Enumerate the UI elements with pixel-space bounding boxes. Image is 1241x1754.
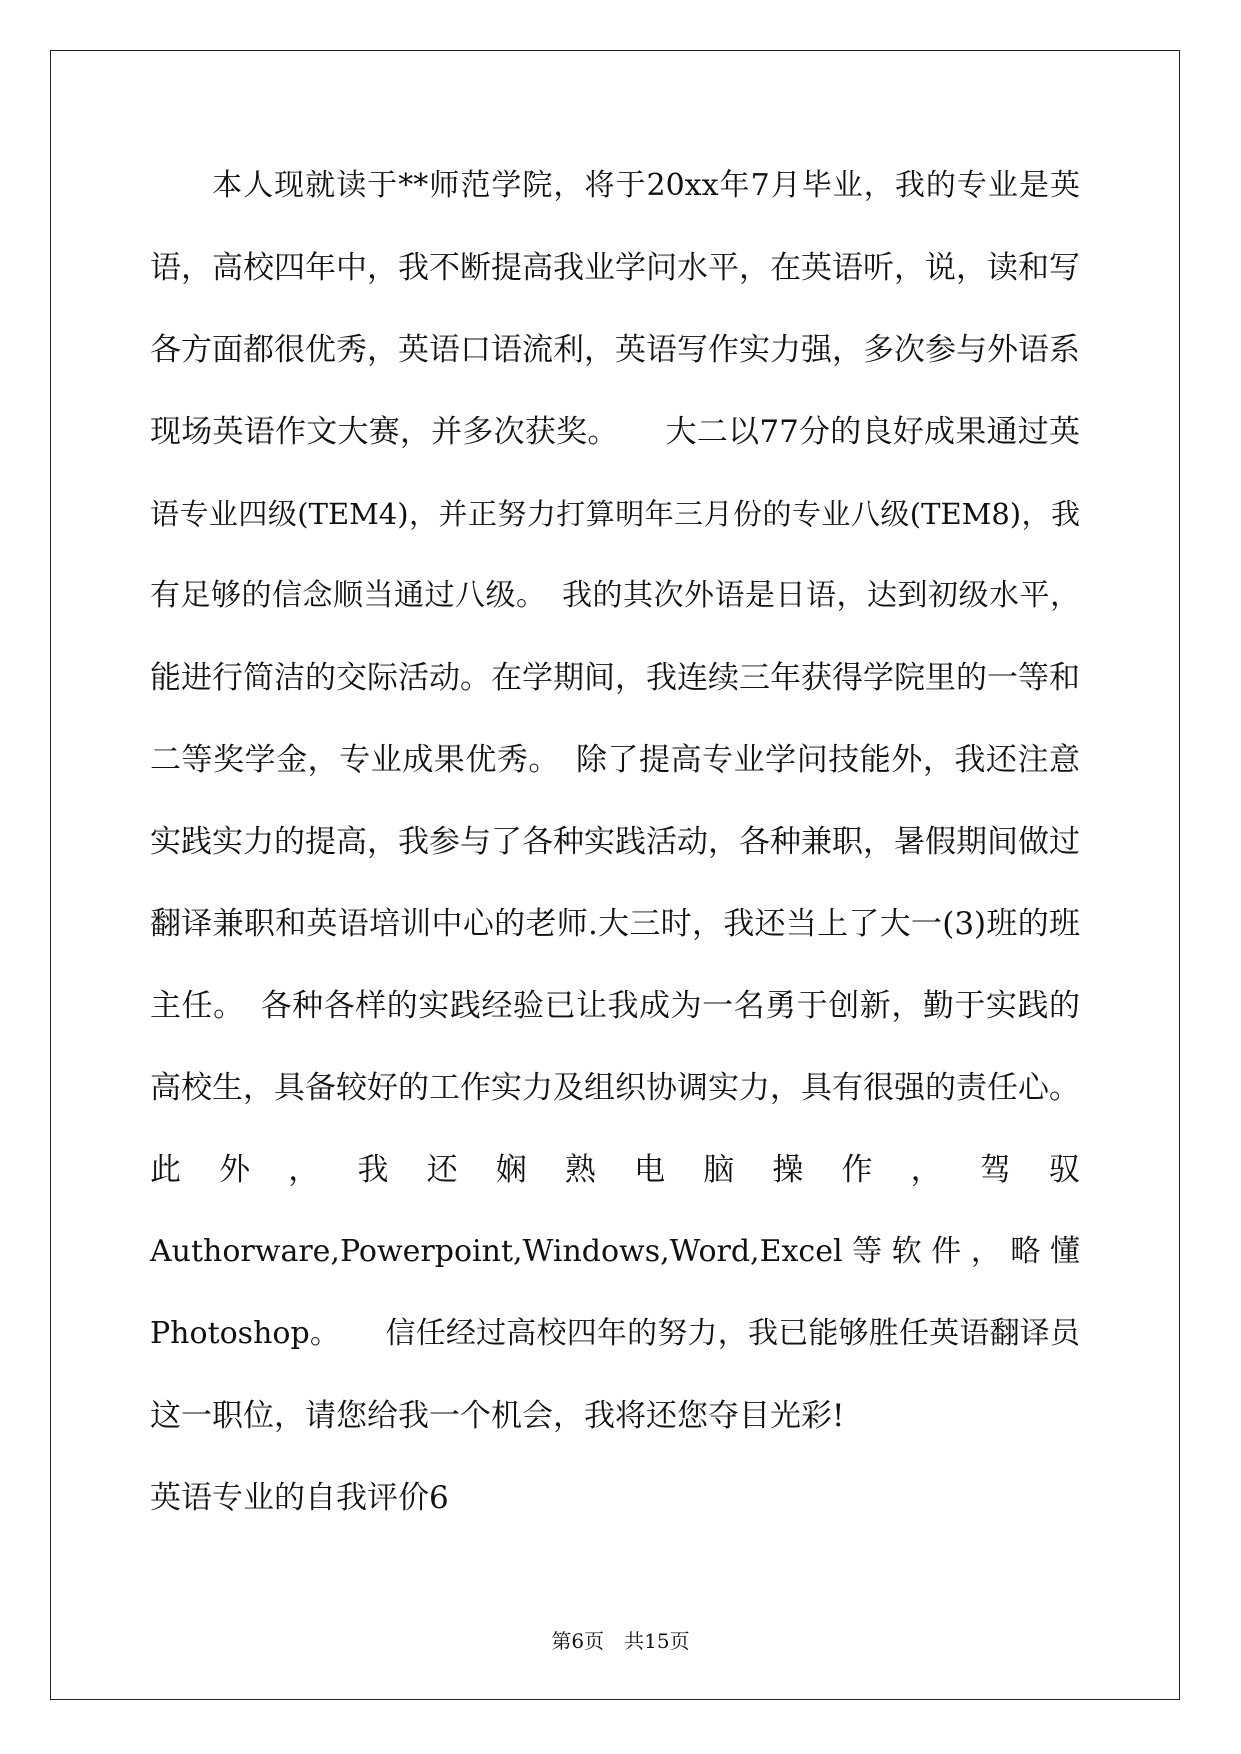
paragraph-line: 现场英语作文大赛，并多次获奖。 大二以77分的良好成果通过英 — [150, 414, 1080, 450]
document-body — [150, 158, 1080, 1552]
paragraph-line: 实践实力的提高，我参与了各种实践活动，各种兼职，暑假期间做过 — [150, 824, 1080, 860]
paragraph-line: 语，高校四年中，我不断提高我业学问水平，在英语听，说，读和写 — [150, 250, 1080, 286]
paragraph-line: 有足够的信念顺当通过八级。 我的其次外语是日语，达到初级水平， — [150, 578, 1080, 613]
paragraph-line: 翻译兼职和英语培训中心的老师.大三时，我还当上了大一(3)班的班 — [150, 906, 1080, 942]
paragraph-line: 这一职位，请您给我一个机会，我将还您夺目光彩! — [150, 1398, 845, 1434]
paragraph-line: 各方面都很优秀，英语口语流利，英语写作实力强，多次参与外语系 — [150, 332, 1080, 368]
paragraph-line: Authorware,Powerpoint,Windows,Word,Excel 等 软 件 ， 略 懂 — [150, 1234, 1080, 1269]
paragraph-line: 语专业四级(TEM4)，并正努力打算明年三月份的专业八级(TEM8)，我 — [150, 497, 1080, 531]
paragraph-line: 能进行简洁的交际活动。在学期间，我连续三年获得学院里的一等和 — [150, 660, 1080, 696]
paragraph-line: Photoshop。 信任经过高校四年的努力，我已能够胜任英语翻译员 — [150, 1316, 1080, 1351]
paragraph-line: 主任。 各种各样的实践经验已让我成为一名勇于创新，勤于实践的 — [150, 988, 1080, 1024]
section-heading: 英语专业的自我评价6 — [150, 1480, 449, 1516]
paragraph-line: 高校生，具备较好的工作实力及组织协调实力，具有很强的责任心。 — [150, 1070, 1080, 1106]
paragraph-line: 此 外 ， 我 还 娴 熟 电 脑 操 作 ， 驾 驭 — [150, 1152, 1080, 1188]
paragraph-line: 本人现就读于**师范学院，将于20xx年7月毕业，我的专业是英 — [150, 168, 1080, 203]
page-number-footer: 第6页 共15页 — [551, 1629, 690, 1653]
paragraph-line: 二等奖学金，专业成果优秀。 除了提高专业学问技能外，我还注意 — [150, 742, 1080, 778]
